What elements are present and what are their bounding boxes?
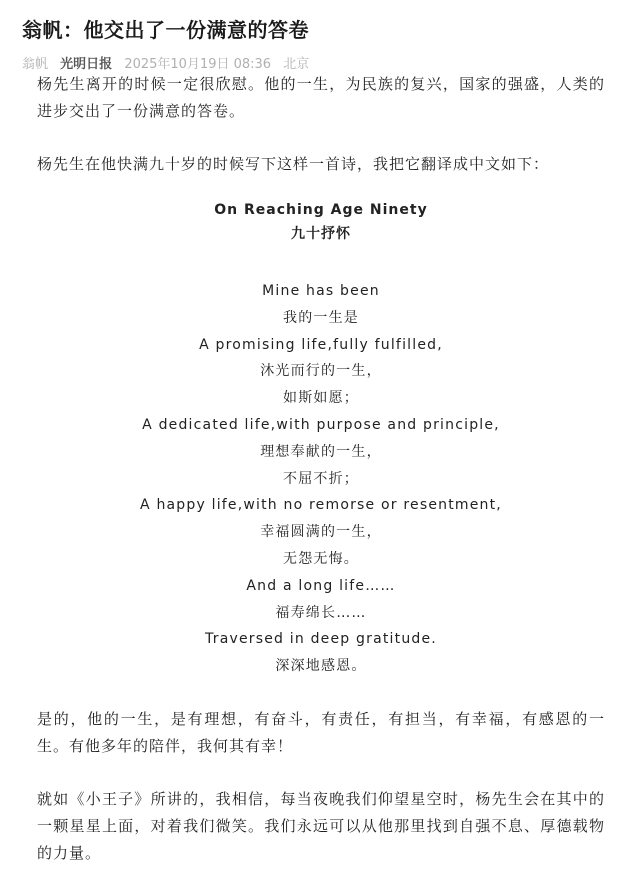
- poem-line: 如斯如愿；: [283, 390, 359, 407]
- paragraph: 杨先生在他快满九十岁的时候写下这样一首诗，我把它翻译成中文如下：: [37, 155, 550, 173]
- poem-line: Traversed in deep gratitude.: [205, 631, 437, 648]
- poem-line: 我的一生是: [283, 309, 359, 326]
- article-meta: [22, 53, 317, 72]
- poem-line: 深深地感恩。: [275, 658, 367, 675]
- poem-title-en: On Reaching Age Ninety: [214, 202, 428, 218]
- poem-line: 理想奉献的一生，: [260, 443, 382, 460]
- poem-line: 幸福圆满的一生，: [260, 524, 382, 541]
- publish-datetime: 2025年10月19日 08:36: [124, 57, 272, 72]
- paragraph: 是的，他的一生，是有理想，有奋斗，有责任，有担当，有幸福，有感恩的一生。有他多年的陪伴，我何其有幸！: [37, 709, 605, 755]
- poem-title-zh: 九十抒怀: [291, 226, 351, 242]
- poem-line: 不屈不折；: [283, 470, 359, 487]
- article-body: [37, 71, 605, 893]
- poem-line: 无怨无悔。: [283, 550, 359, 567]
- poem-line: And a long life……: [246, 577, 396, 594]
- poem-line: 福寿绵长……: [275, 604, 367, 621]
- poem-line: Mine has been: [262, 283, 380, 299]
- article-title: 翁帆：他交出了一份满意的答卷: [22, 18, 309, 42]
- poem-line: A promising life,fully fulfilled,: [199, 336, 443, 353]
- paragraph: 就如《小王子》所讲的，我相信，每当夜晚我们仰望星空时，杨先生会在其中的一颗星星上面，对着我们微笑。我们永远可以从他那里找到自强不息、厚德载物的力量。: [37, 789, 605, 862]
- paragraph: 杨先生离开的时候一定很欣慰。他的一生，为民族的复兴，国家的强盛，人类的进步交出了一份满意的答卷。: [37, 75, 605, 120]
- location: 北京: [283, 57, 310, 72]
- poem-line: 沐光而行的一生，: [260, 363, 382, 380]
- author: 翁帆: [22, 57, 49, 72]
- poem: [37, 198, 605, 680]
- source-link[interactable]: 光明日报: [60, 57, 113, 72]
- poem-line: A happy life,with no remorse or resentment,: [140, 497, 502, 514]
- poem-line: A dedicated life,with purpose and principle,: [142, 416, 500, 433]
